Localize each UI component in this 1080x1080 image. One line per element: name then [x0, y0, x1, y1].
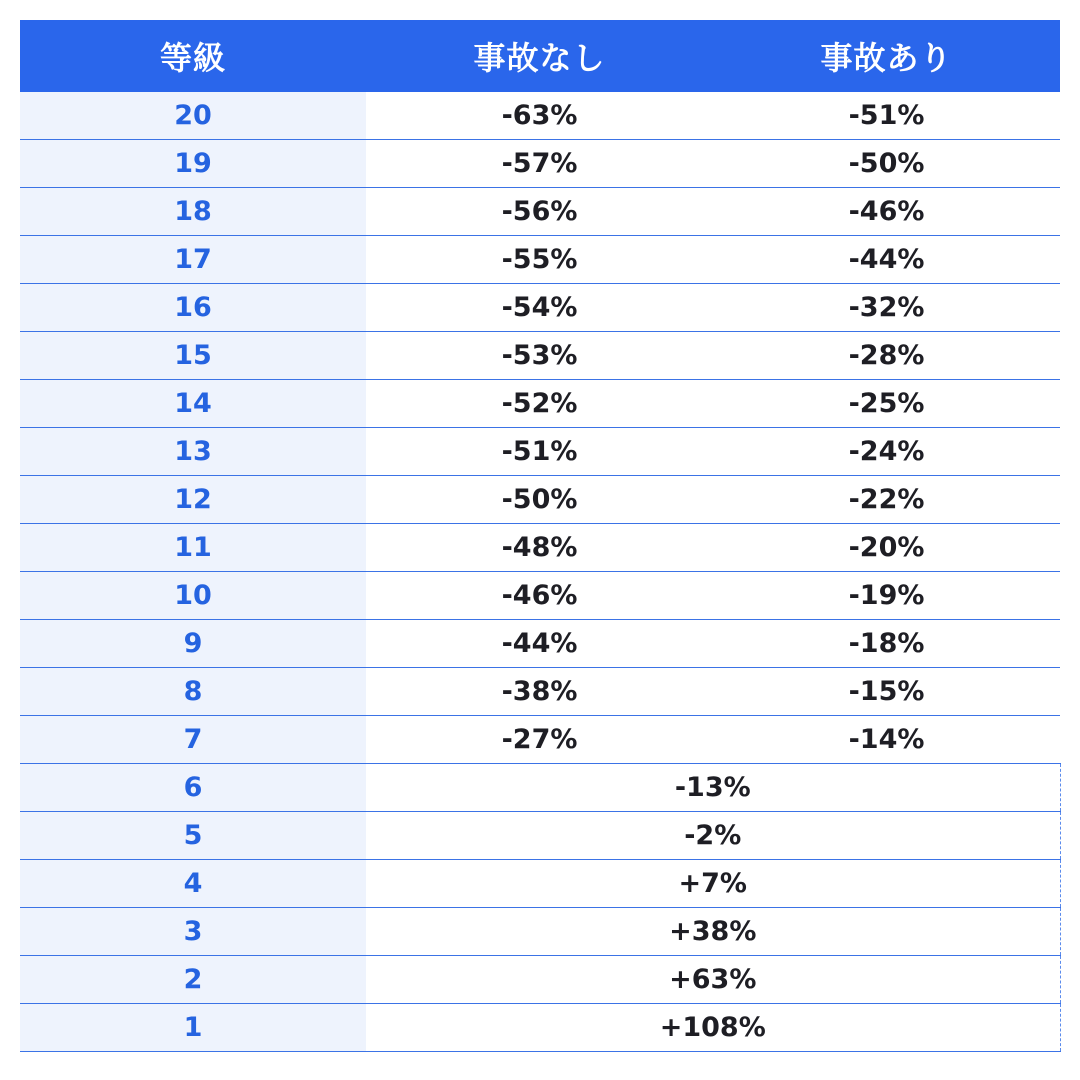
- grade-cell: 13: [20, 428, 366, 476]
- header-grade: 等級: [20, 20, 366, 92]
- no-accident-cell: -52%: [366, 380, 713, 428]
- accident-cell: -46%: [713, 188, 1060, 236]
- merged-rate-cell: +7%: [366, 860, 1060, 908]
- table-row-merged: [20, 908, 1060, 956]
- table-row: [20, 620, 1060, 668]
- grade-cell: 4: [20, 860, 366, 908]
- table-row: [20, 572, 1060, 620]
- accident-cell: -18%: [713, 620, 1060, 668]
- table-row-merged: [20, 1004, 1060, 1052]
- table-row-merged: [20, 860, 1060, 908]
- grade-cell: 11: [20, 524, 366, 572]
- accident-cell: -51%: [713, 92, 1060, 140]
- grade-cell: 17: [20, 236, 366, 284]
- no-accident-cell: -54%: [366, 284, 713, 332]
- header-row: [20, 20, 1060, 92]
- grade-cell: 20: [20, 92, 366, 140]
- grade-cell: 6: [20, 764, 366, 812]
- table-body: [20, 92, 1060, 1052]
- no-accident-cell: -63%: [366, 92, 713, 140]
- no-accident-cell: -55%: [366, 236, 713, 284]
- table-row-merged: [20, 764, 1060, 812]
- table-row: [20, 428, 1060, 476]
- accident-cell: -22%: [713, 476, 1060, 524]
- no-accident-cell: -27%: [366, 716, 713, 764]
- merged-rate-cell: +108%: [366, 1004, 1060, 1052]
- no-accident-cell: -51%: [366, 428, 713, 476]
- table-row: [20, 284, 1060, 332]
- merged-rate-cell: +63%: [366, 956, 1060, 1004]
- grade-cell: 14: [20, 380, 366, 428]
- grade-cell: 3: [20, 908, 366, 956]
- grade-cell: 9: [20, 620, 366, 668]
- table-row: [20, 140, 1060, 188]
- accident-cell: -14%: [713, 716, 1060, 764]
- grade-cell: 15: [20, 332, 366, 380]
- discount-rate-table: [20, 20, 1061, 1052]
- grade-cell: 16: [20, 284, 366, 332]
- header-no-accident: 事故なし: [366, 20, 713, 92]
- table-row: [20, 524, 1060, 572]
- grade-cell: 19: [20, 140, 366, 188]
- grade-cell: 8: [20, 668, 366, 716]
- grade-cell: 7: [20, 716, 366, 764]
- no-accident-cell: -46%: [366, 572, 713, 620]
- accident-cell: -15%: [713, 668, 1060, 716]
- discount-rate-table-container: [20, 20, 1060, 1052]
- table-row: [20, 380, 1060, 428]
- no-accident-cell: -56%: [366, 188, 713, 236]
- merged-rate-cell: +38%: [366, 908, 1060, 956]
- no-accident-cell: -53%: [366, 332, 713, 380]
- table-row: [20, 668, 1060, 716]
- no-accident-cell: -57%: [366, 140, 713, 188]
- accident-cell: -50%: [713, 140, 1060, 188]
- grade-cell: 10: [20, 572, 366, 620]
- table-row: [20, 92, 1060, 140]
- table-row: [20, 716, 1060, 764]
- accident-cell: -20%: [713, 524, 1060, 572]
- accident-cell: -44%: [713, 236, 1060, 284]
- table-header: [20, 20, 1060, 92]
- merged-rate-cell: -13%: [366, 764, 1060, 812]
- accident-cell: -25%: [713, 380, 1060, 428]
- accident-cell: -19%: [713, 572, 1060, 620]
- no-accident-cell: -48%: [366, 524, 713, 572]
- table-row: [20, 476, 1060, 524]
- accident-cell: -28%: [713, 332, 1060, 380]
- table-row: [20, 332, 1060, 380]
- table-row-merged: [20, 956, 1060, 1004]
- no-accident-cell: -38%: [366, 668, 713, 716]
- table-row: [20, 188, 1060, 236]
- grade-cell: 1: [20, 1004, 366, 1052]
- accident-cell: -32%: [713, 284, 1060, 332]
- grade-cell: 5: [20, 812, 366, 860]
- header-accident: 事故あり: [713, 20, 1060, 92]
- table-row-merged: [20, 812, 1060, 860]
- no-accident-cell: -44%: [366, 620, 713, 668]
- grade-cell: 18: [20, 188, 366, 236]
- merged-rate-cell: -2%: [366, 812, 1060, 860]
- grade-cell: 12: [20, 476, 366, 524]
- no-accident-cell: -50%: [366, 476, 713, 524]
- table-row: [20, 236, 1060, 284]
- grade-cell: 2: [20, 956, 366, 1004]
- accident-cell: -24%: [713, 428, 1060, 476]
